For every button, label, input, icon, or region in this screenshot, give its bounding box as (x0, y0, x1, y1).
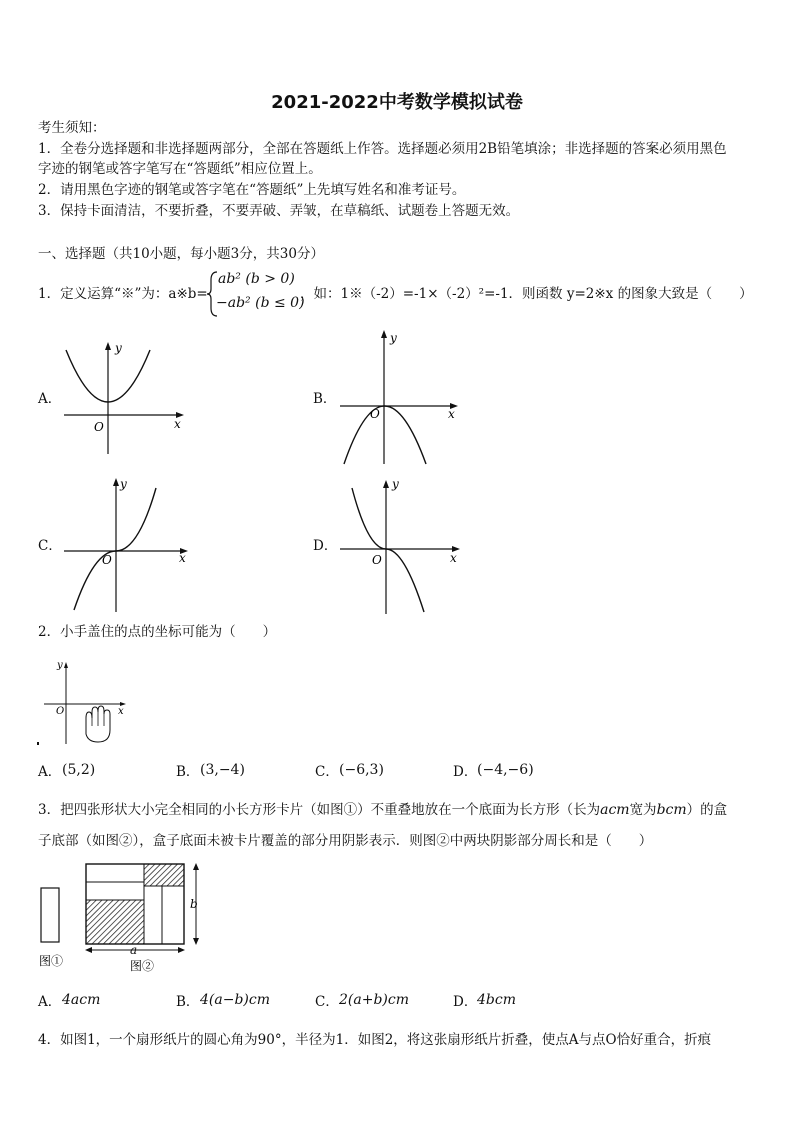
q3-stem-part: 宽为 (629, 802, 657, 818)
q4-stem: 4．如图1，一个扇形纸片的圆心角为90°，半径为1．如图2，将这张扇形纸片折叠，使点A与点O恰好重合，折痕 (38, 1032, 712, 1048)
parabola-down (344, 406, 426, 464)
q3-stem-line2: 子底部（如图②），盒子底面未被卡片覆盖的部分用阴影表示．则图②中两块阴影部分周长和是（ ） (38, 833, 653, 849)
q1-graph-d[interactable] (332, 476, 467, 616)
q3-option-a-value[interactable]: 4acm (62, 992, 101, 1008)
q2-option-b-value[interactable]: (3,−4) (200, 762, 245, 778)
q2-option-b-label[interactable]: B． (176, 764, 200, 780)
fig2-shade-top-right (144, 864, 184, 886)
notice-item: 字迹的钢笔或答字笔写在“答题纸”相应位置上。 (38, 161, 322, 177)
q1-suffix: ，如：1※（-2）=-1×（-2）²=-1．则函数 y=2※x 的图象大致是（ ） (300, 286, 753, 302)
q1-option-d-label[interactable]: D． (313, 538, 338, 554)
q2-option-d-label[interactable]: D． (453, 764, 478, 780)
y-label: y (115, 341, 122, 355)
y-axis-arrow (381, 330, 387, 338)
q3-option-a-label[interactable]: A． (38, 994, 62, 1010)
q2-option-c-label[interactable]: C． (315, 764, 339, 780)
origin-label: O (372, 553, 382, 567)
fig2-label: 图② (130, 959, 155, 973)
q3-option-c-value[interactable]: 2(a+b)cm (339, 992, 409, 1008)
y-axis-arrow (113, 478, 119, 486)
q1-case2: −ab² (b ≤ 0) (216, 295, 305, 311)
notice-item: 3．保持卡面清洁，不要折叠，不要弄破、弄皱，在草稿纸、试题卷上答题无效。 (38, 203, 520, 219)
q1-prefix: 1．定义运算“※”为：a※b= (38, 286, 208, 302)
q3-option-d-label[interactable]: D． (453, 994, 478, 1010)
q2-option-c-value[interactable]: (−6,3) (339, 762, 384, 778)
section-heading: 一、选择题（共10小题，每小题3分，共30分） (38, 246, 324, 262)
fig1-label: 图① (39, 954, 64, 968)
y-axis-arrow (64, 662, 68, 668)
notice-heading: 考生须知： (38, 120, 106, 136)
q1-option-a-label[interactable]: A． (38, 391, 62, 407)
q3-stem-part: acm (600, 802, 630, 818)
hand-icon (86, 706, 110, 742)
y-axis-arrow (105, 342, 111, 350)
x-label: x (179, 551, 186, 565)
x-label: x (174, 417, 181, 431)
notice-item: 1．全卷分选择题和非选择题两部分，全部在答题纸上作答。选择题必须用2B铅笔填涂；非选择题的答案必须用黑色 (38, 141, 727, 157)
q3-option-d-value[interactable]: 4bcm (477, 992, 516, 1008)
q3-stem-part: bcm (656, 802, 687, 818)
q2-stem: 2．小手盖住的点的坐标可能为（ ） (38, 624, 277, 640)
q3-option-b-value[interactable]: 4(a−b)cm (200, 992, 270, 1008)
q3-stem-part: ）的盒 (686, 802, 728, 818)
q3-stem-line1 (38, 800, 727, 820)
curve-increasing (74, 488, 156, 610)
q3-stem-part: 3．把四张形状大小完全相同的小长方形卡片（如图①）不重叠地放在一个底面为长方形（长为 (38, 802, 601, 818)
q1-case1: ab² (b > 0) (218, 271, 295, 287)
q3-figures (36, 858, 226, 978)
q1-graph-c[interactable] (58, 474, 193, 614)
q2-option-a-label[interactable]: A． (38, 764, 62, 780)
curve-decreasing (352, 488, 424, 612)
q2-option-a-value[interactable]: (5,2) (62, 762, 96, 778)
q1-graph-a[interactable] (58, 336, 188, 456)
y-label: y (120, 477, 127, 491)
q3-option-c-label[interactable]: C． (315, 994, 339, 1010)
q2-figure (36, 656, 131, 748)
q1-option-b-label[interactable]: B． (313, 391, 337, 407)
q1-graph-b[interactable] (332, 326, 462, 466)
y-label: y (390, 331, 397, 345)
dim-a-label: a (130, 943, 138, 957)
page-title: 2021-2022中考数学模拟试卷 (271, 92, 523, 113)
y-label: y (392, 477, 399, 491)
q3-option-b-label[interactable]: B． (176, 994, 200, 1010)
origin-label: O (94, 420, 104, 434)
origin-label: O (56, 706, 65, 717)
fig1-card (41, 888, 59, 942)
q2-option-d-value[interactable]: (−4,−6) (477, 762, 534, 778)
y-axis-arrow (383, 480, 389, 488)
q1-option-c-label[interactable]: C． (38, 538, 62, 554)
notice-item: 2．请用黑色字迹的钢笔或答字笔在“答题纸”上先填写姓名和准考证号。 (38, 182, 466, 198)
x-label: x (118, 706, 124, 717)
origin-label: O (370, 407, 380, 421)
x-label: x (450, 551, 457, 565)
origin-label: O (102, 553, 112, 567)
x-label: x (448, 407, 455, 421)
y-label: y (57, 660, 63, 671)
fig2-shade-bottom-left (86, 900, 144, 944)
dim-b-label: b (190, 897, 198, 911)
